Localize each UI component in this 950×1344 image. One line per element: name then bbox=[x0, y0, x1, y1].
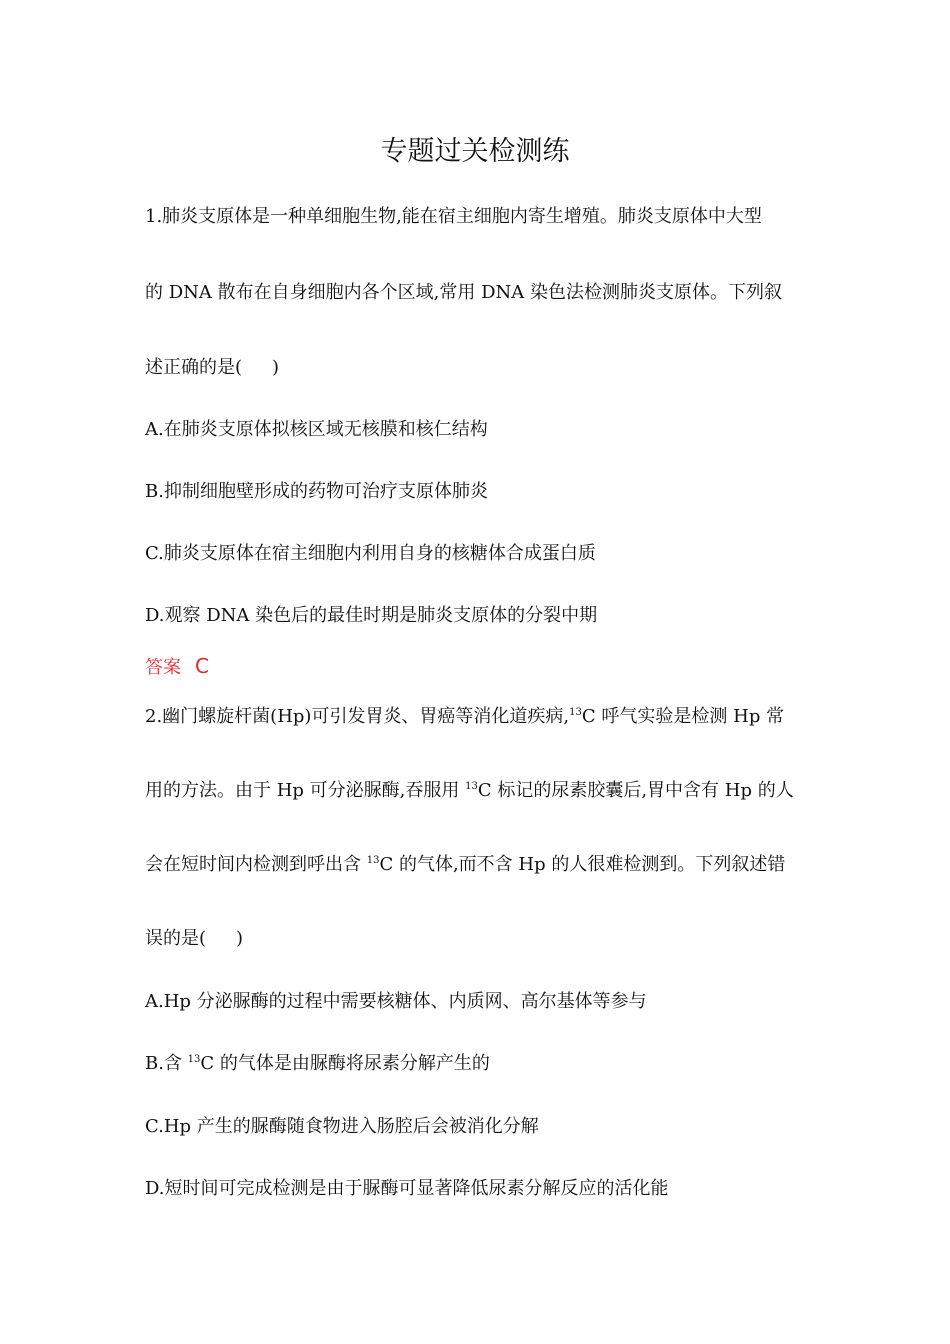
q1-option-c: C.肺炎支原体在宿主细胞内利用自身的核糖体合成蛋白质 bbox=[145, 543, 596, 564]
page-title: 专题过关检测练 bbox=[380, 136, 570, 167]
q2-stem-line-2-text-b: C 标记的尿素胶囊后,胃中含有 Hp 的人 bbox=[477, 780, 794, 801]
q1-stem-line-2: 的 DNA 散布在自身细胞内各个区域,常用 DNA 染色法检测肺炎支原体。下列叙 bbox=[145, 282, 782, 303]
q2-stem-line-2-text-a: 用的方法。由于 Hp 可分泌脲酶,吞服用 bbox=[145, 780, 466, 801]
q1-stem-line-3-text: 述正确的是( bbox=[145, 357, 243, 378]
q2-option-b-text-a: B.含 bbox=[145, 1053, 188, 1074]
q1-stem-bracket-close: ) bbox=[272, 357, 280, 378]
q2-isotope-mark: 13 bbox=[187, 1054, 201, 1065]
q2-stem-line-2 bbox=[145, 776, 825, 806]
q1-option-b: B.抑制细胞壁形成的药物可治疗支原体肺炎 bbox=[145, 481, 488, 502]
q1-stem-line-1: 1.肺炎支原体是一种单细胞生物,能在宿主细胞内寄生增殖。肺炎支原体中大型 bbox=[145, 206, 762, 227]
q1-answer bbox=[145, 651, 209, 683]
q2-option-d: D.短时间可完成检测是由于脲酶可显著降低尿素分解反应的活化能 bbox=[145, 1178, 669, 1199]
q2-isotope-mark: 13 bbox=[569, 707, 582, 718]
q2-stem-line-4-text: 误的是( bbox=[145, 928, 207, 949]
q1-answer-label: 答案 bbox=[145, 657, 181, 678]
q2-stem-line-1-text-a: 2.幽门螺旋杆菌(Hp)可引发胃炎、胃癌等消化道疾病, bbox=[145, 706, 570, 727]
q2-isotope-mark: 13 bbox=[465, 781, 478, 792]
q2-option-b bbox=[145, 1049, 825, 1079]
q2-option-c: C.Hp 产生的脲酶随食物进入肠腔后会被消化分解 bbox=[145, 1116, 539, 1137]
q2-stem-bracket-close: ) bbox=[236, 928, 244, 949]
q2-stem-line-4 bbox=[145, 924, 825, 954]
q2-stem-line-3 bbox=[145, 850, 825, 880]
q2-stem-line-1 bbox=[145, 702, 825, 732]
q1-option-d: D.观察 DNA 染色后的最佳时期是肺炎支原体的分裂中期 bbox=[145, 605, 598, 626]
q2-stem-line-3-text-a: 会在短时间内检测到呼出含 bbox=[145, 854, 367, 875]
q2-stem-line-1-text-b: C 呼气实验是检测 Hp 常 bbox=[581, 706, 785, 727]
q1-stem-line-3 bbox=[145, 353, 825, 383]
q2-stem-line-3-text-b: C 的气体,而不含 Hp 的人很难检测到。下列叙述错 bbox=[379, 854, 786, 875]
q2-option-b-text-b: C 的气体是由脲酶将尿素分解产生的 bbox=[200, 1053, 490, 1074]
q1-answer-value: C bbox=[195, 654, 209, 678]
q2-isotope-mark: 13 bbox=[366, 855, 380, 866]
q2-option-a: A.Hp 分泌脲酶的过程中需要核糖体、内质网、高尔基体等参与 bbox=[145, 991, 647, 1012]
q1-option-a: A.在肺炎支原体拟核区域无核膜和核仁结构 bbox=[145, 419, 488, 440]
